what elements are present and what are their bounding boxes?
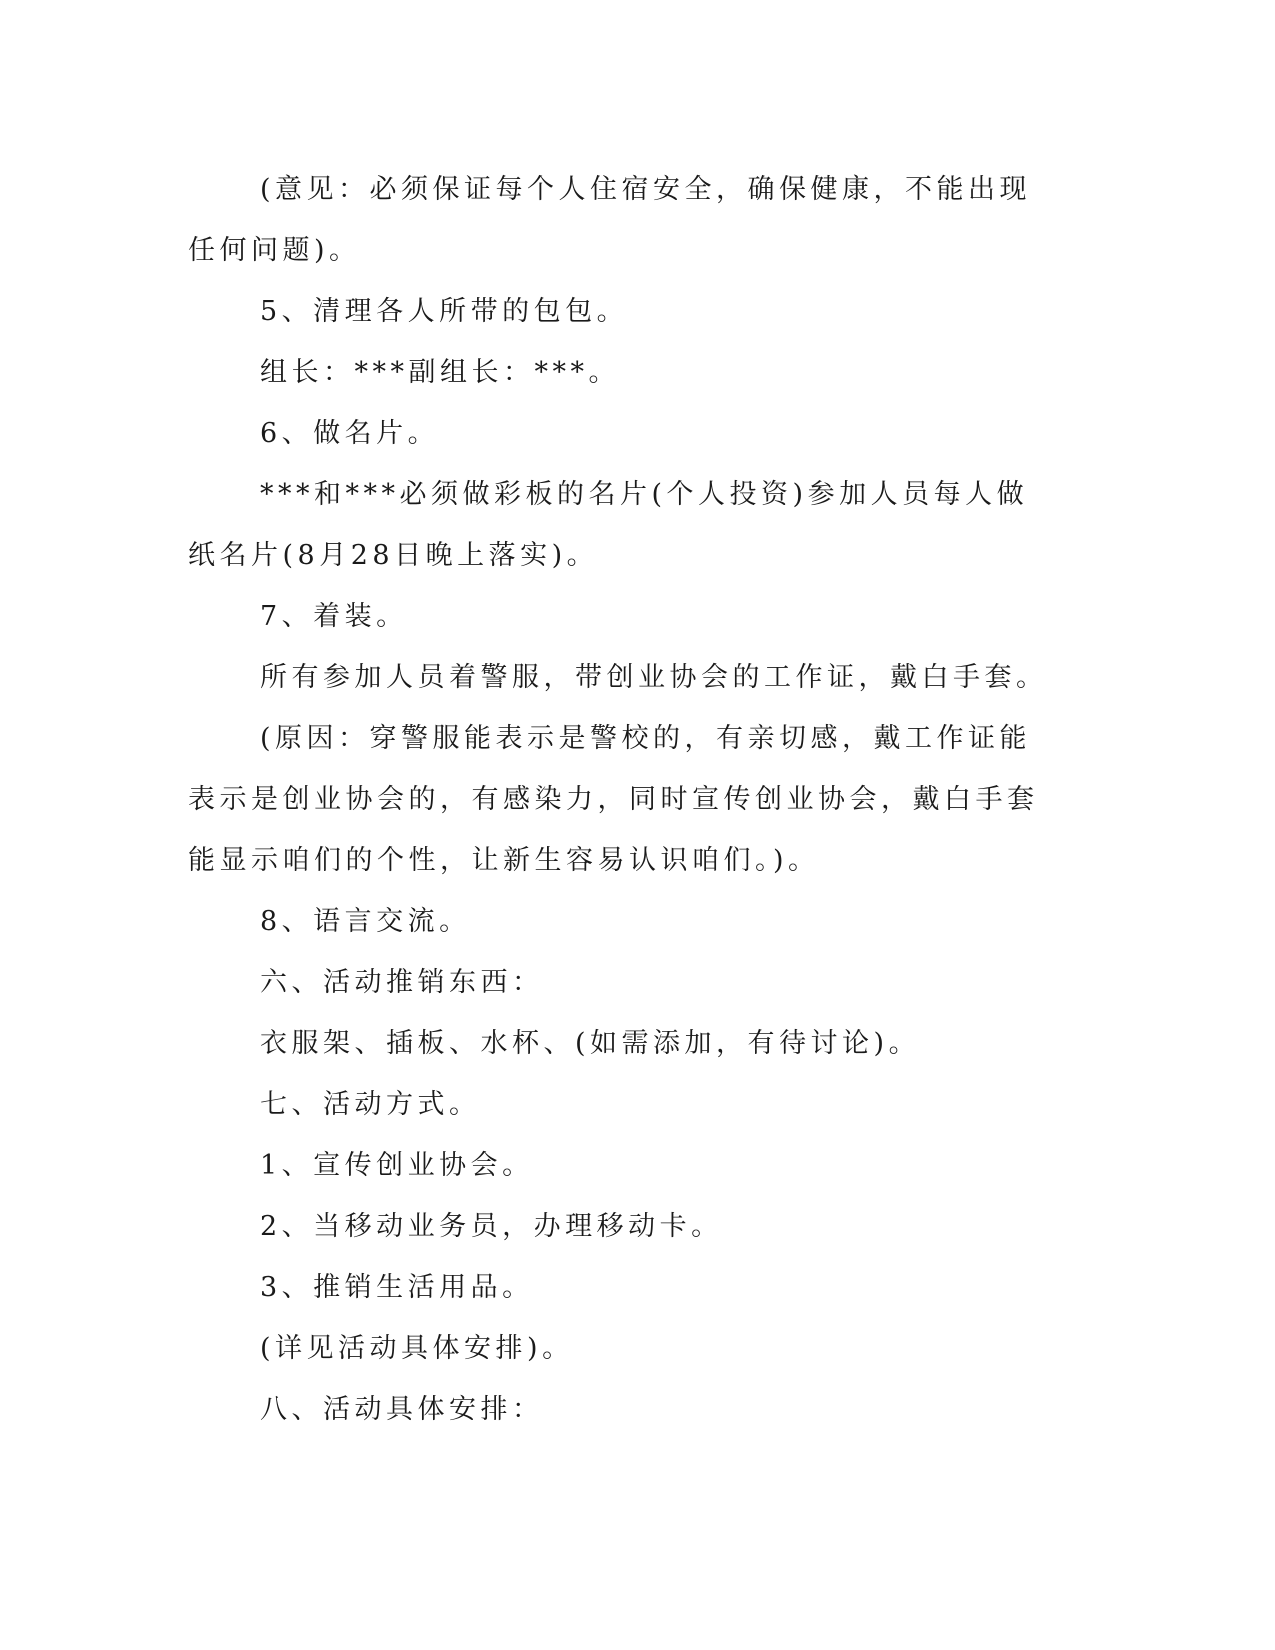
paragraph-see-arrangement: (详见活动具体安排)。: [260, 1333, 574, 1364]
heading-section-7: 七、活动方式。: [260, 1089, 481, 1120]
paragraph-item-6: 6、做名片。: [260, 418, 440, 449]
paragraph-method-1: 1、宣传创业协会。: [260, 1150, 534, 1181]
paragraph-business-cards: ***和***必须做彩板的名片(个人投资)参加人员每人做纸名片(8月28日晚上落实)。: [188, 479, 1029, 571]
heading-section-8: 八、活动具体安排：: [260, 1394, 544, 1425]
paragraph-item-5: 5、清理各人所带的包包。: [260, 296, 629, 327]
paragraph-item-8: 8、语言交流。: [260, 906, 471, 937]
paragraph-method-3: 3、推销生活用品。: [260, 1272, 534, 1303]
paragraph-dress-reason: (原因：穿警服能表示是警校的，有亲切感，戴工作证能表示是创业协会的，有感染力，同时宣传创业协会，戴白手套能显示咱们的个性，让新生容易认识咱们。)。: [188, 723, 1039, 876]
paragraph-opinion-safety: (意见：必须保证每个人住宿安全，确保健康，不能出现任何问题)。: [188, 174, 1032, 266]
paragraph-products: 衣服架、插板、水杯、(如需添加，有待讨论)。: [260, 1028, 921, 1059]
document-body: [188, 159, 1058, 1440]
heading-section-6: 六、活动推销东西：: [260, 967, 544, 998]
paragraph-item-7: 7、着装。: [260, 601, 408, 632]
paragraph-method-2: 2、当移动业务员，办理移动卡。: [260, 1211, 723, 1242]
paragraph-group-leaders: 组长：***副组长：***。: [260, 357, 620, 388]
paragraph-dress-code: 所有参加人员着警服，带创业协会的工作证，戴白手套。: [260, 662, 1048, 693]
